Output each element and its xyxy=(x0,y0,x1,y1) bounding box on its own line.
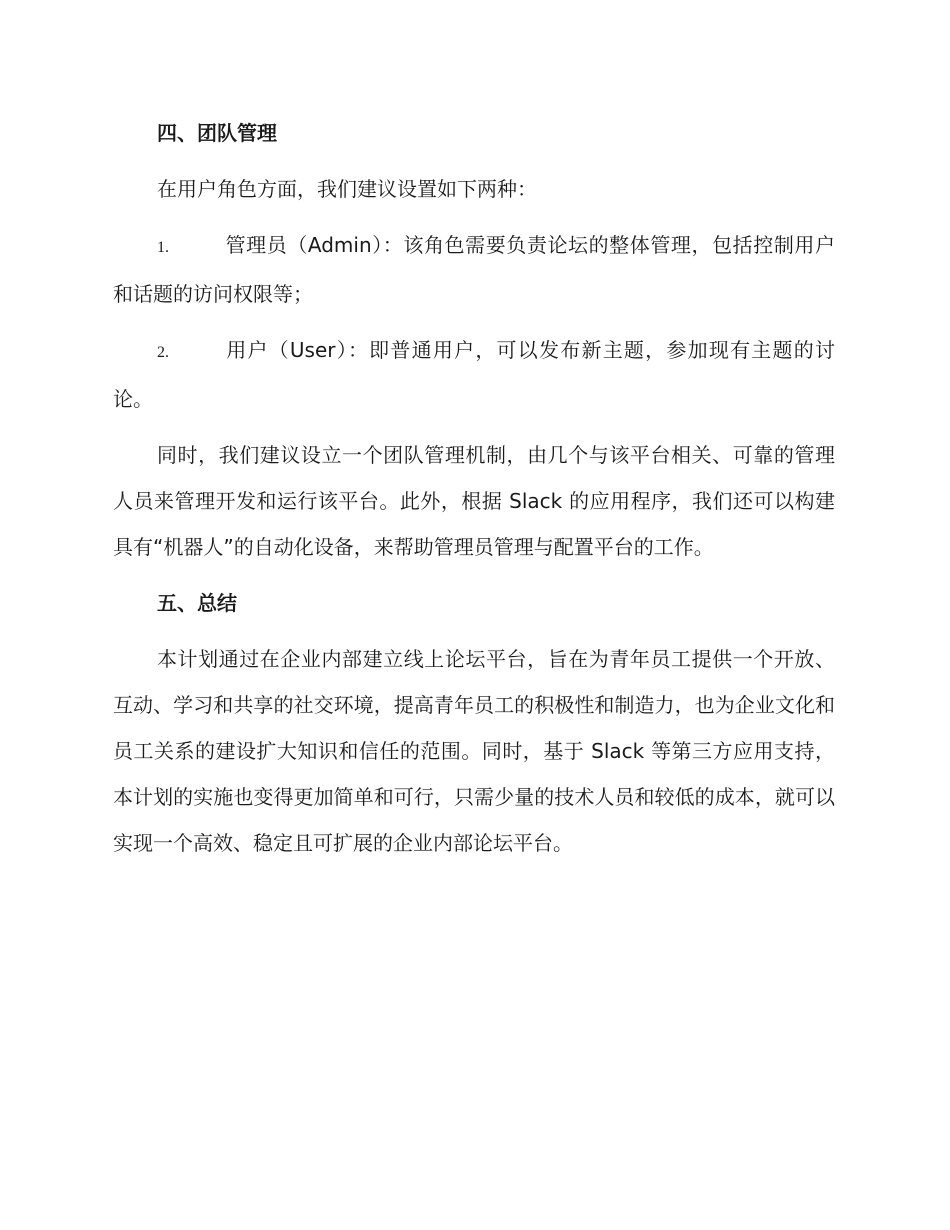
team-management-paragraph: 同时，我们建议设立一个团队管理机制，由几个与该平台相关、可靠的管理人员来管理开发和运行该平台。此外，根据 Slack 的应用程序，我们还可以构建具有“机器人”的自动化设备，来帮助管理员管理与配置平台的工作。 xyxy=(113,443,835,559)
list-item-user xyxy=(113,327,835,422)
list-number: 2. xyxy=(157,344,169,361)
section-heading-summary: 五、总结 xyxy=(157,591,237,615)
document-body xyxy=(113,110,835,876)
list-item-text: 管理员（Admin）：该角色需要负责论坛的整体管理，包括控制用户和话题的访问权限等； xyxy=(113,233,835,306)
list-number: 1. xyxy=(157,239,169,256)
roles-intro-paragraph: 在用户角色方面，我们建议设置如下两种： xyxy=(157,177,537,201)
list-item-text: 用户（User）：即普通用户，可以发布新主题，参加现有主题的讨论。 xyxy=(113,338,835,411)
list-item-admin xyxy=(113,222,835,317)
section-heading-team-management: 四、团队管理 xyxy=(157,121,277,145)
summary-paragraph: 本计划通过在企业内部建立线上论坛平台，旨在为青年员工提供一个开放、互动、学习和共享的社交环境，提高青年员工的积极性和制造力，也为企业文化和员工关系的建设扩大知识和信任的范围。同时，基于 Slack 等第三方应用支持，本计划的实施也变得更加简单和可行，只需少量的技术人员和较低的成本，就可以实现一个高效、稳定且可扩展的企业内部论坛平台。 xyxy=(113,647,835,855)
